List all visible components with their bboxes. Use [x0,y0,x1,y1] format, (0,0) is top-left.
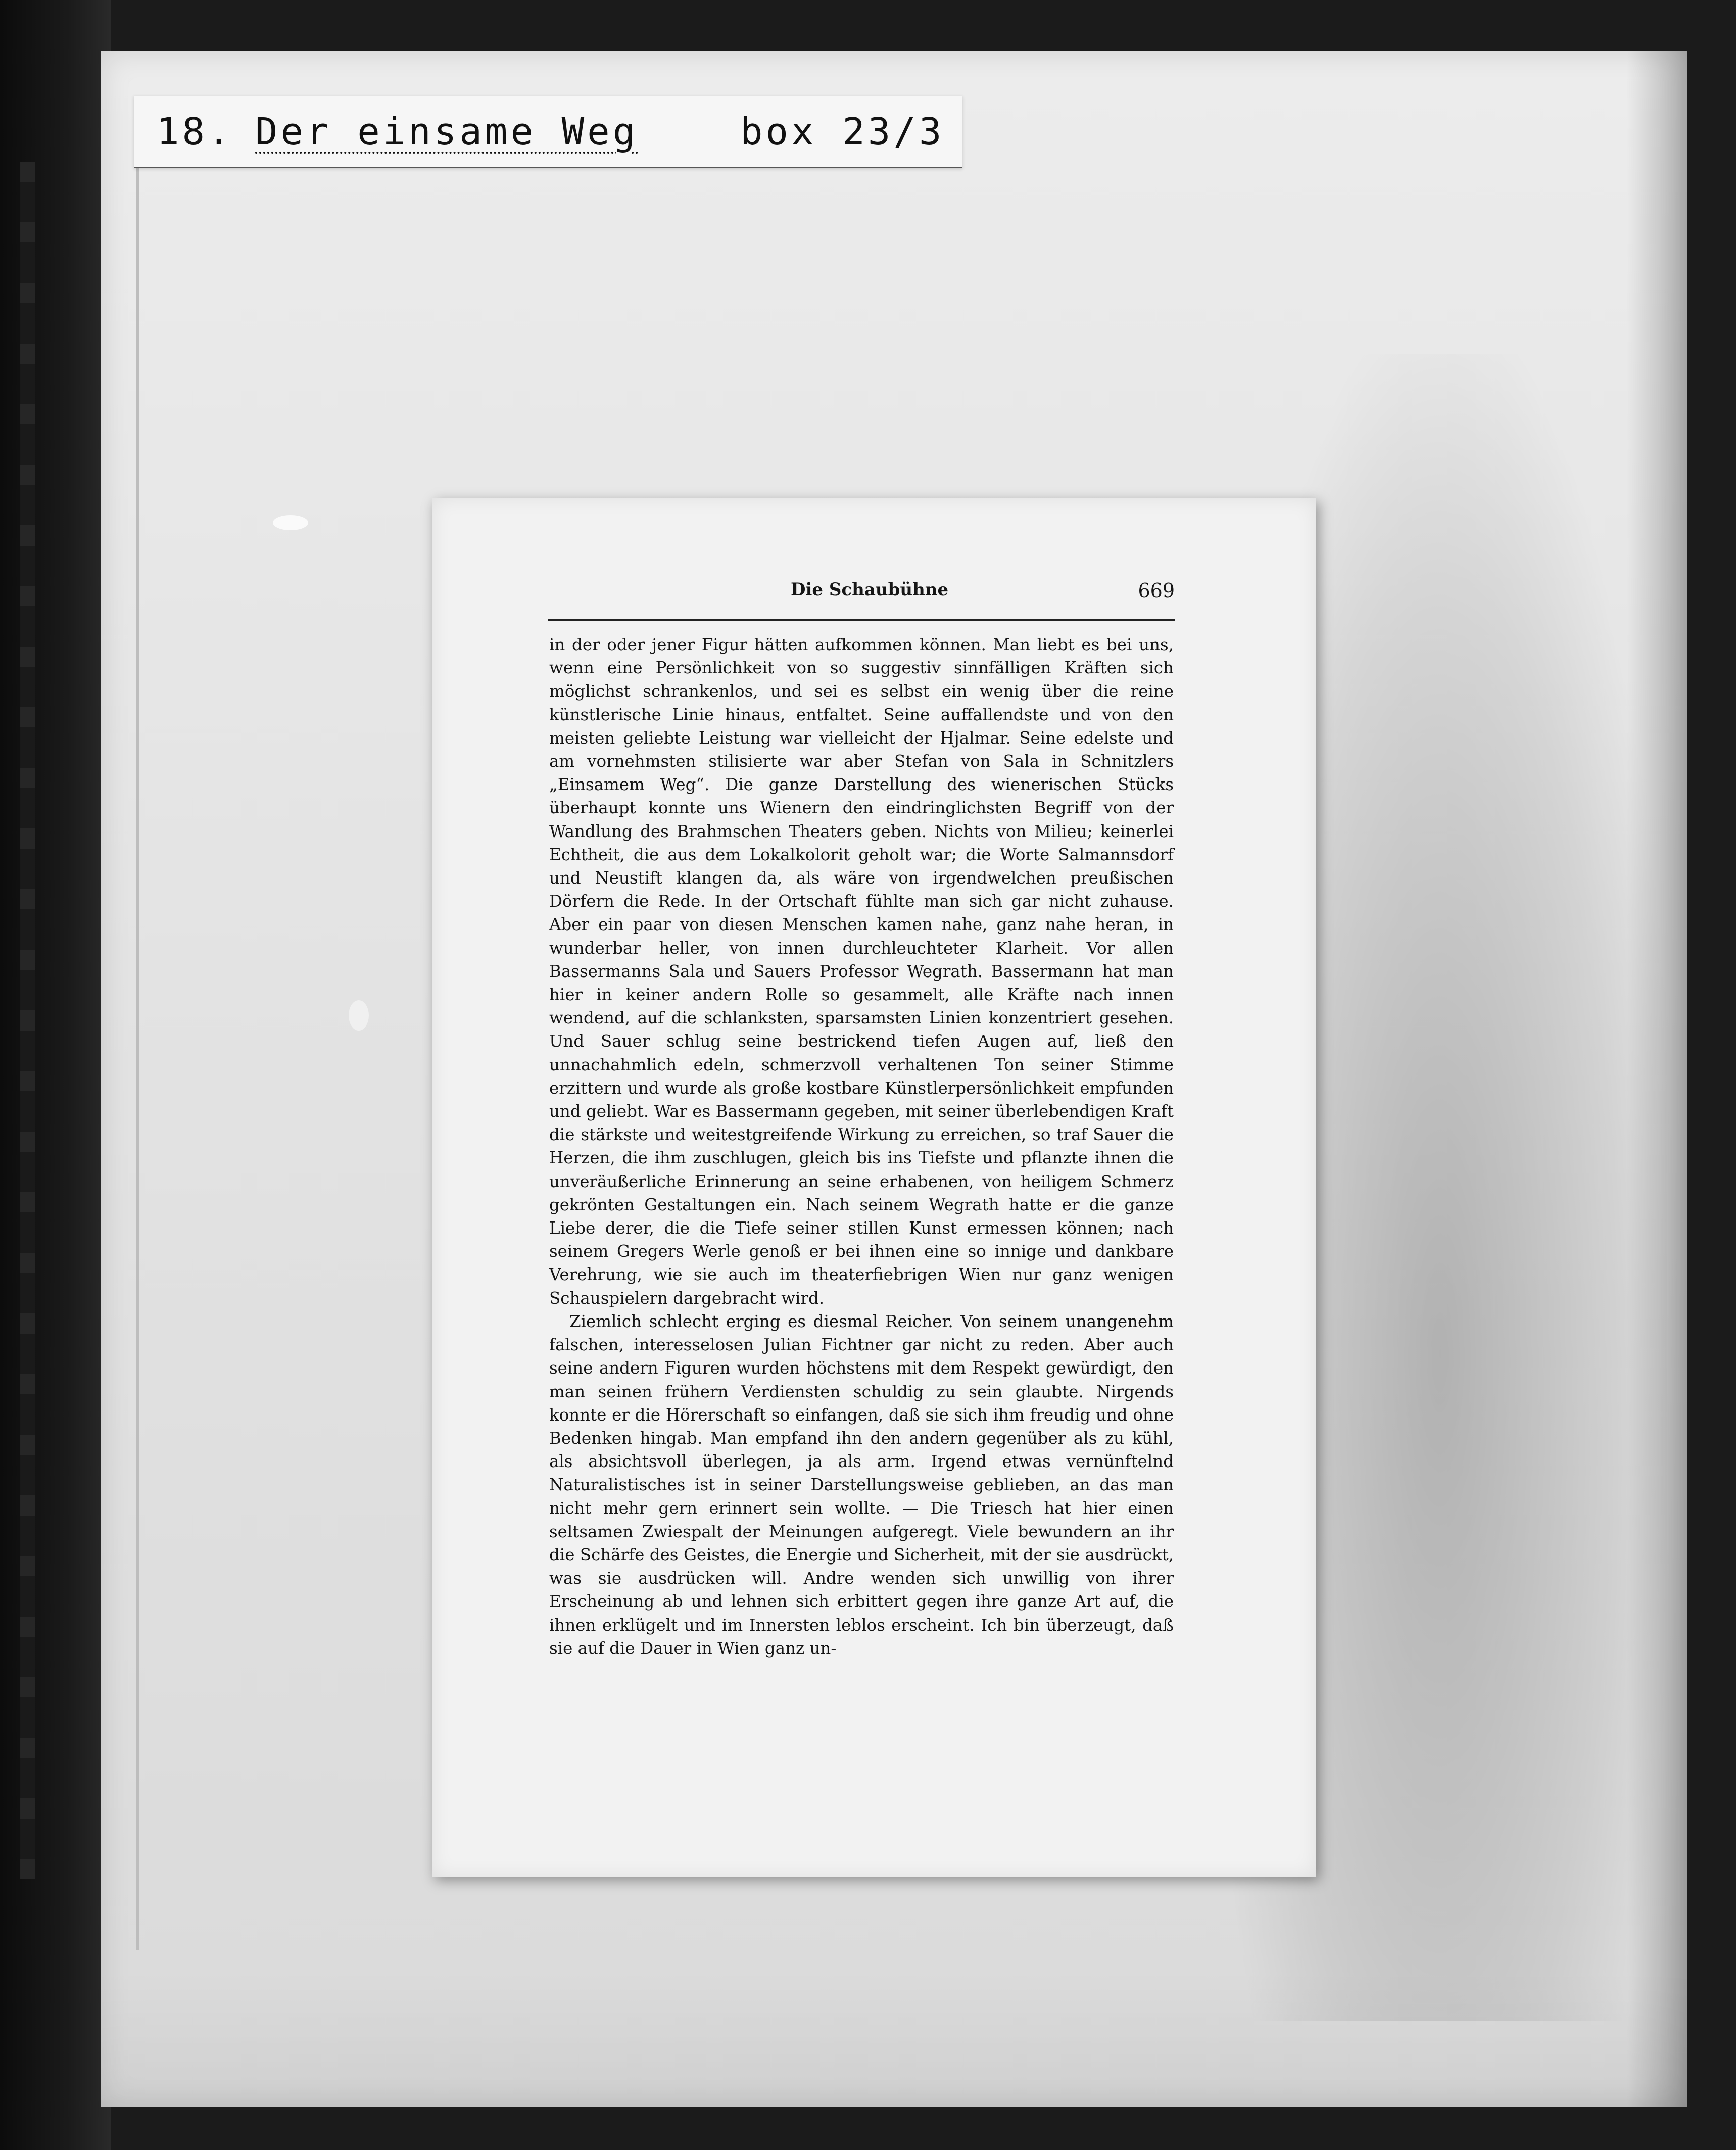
journal-title: Die Schaubühne [791,579,949,600]
label-box-number: box 23/3 [740,110,945,154]
scuff-mark [349,1000,369,1031]
clipping-body [549,633,1174,1660]
scuff-mark [273,515,308,530]
label-title: Der einsame Weg [255,110,639,154]
label-number: 18. [157,110,233,154]
folder-label [134,96,962,168]
paragraph: in der oder jener Figur hätten aufkommen können. Man liebt es bei uns, wenn eine Persönlichkeit von so suggestiv sinnfälligen Kräften sich möglichst schrankenlos, und sei es selbst ein wenig über die reine künstlerische Linie hinaus, entfaltet. Seine auffallendste und von den meisten geliebte Leistung war vielleicht der Hjalmar. Seine edelste und am vornehmsten stilisierte war aber Stefan von Sala in Schnitzlers „Einsamem Weg“. Die ganze Darstellung des wienerischen Stücks überhaupt konnte uns Wienern den eindringlichsten Begriff von der Wandlung des Brahmschen Theaters geben. Nichts von Milieu; keinerlei Echtheit, die aus dem Lokalkolorit geholt war; die Worte Salmannsdorf und Neustift klangen da, als wäre von irgendwelchen preußischen Dörfern die Rede. In der Ortschaft fühlte man sich gar nicht zuhause. Aber ein paar von diesen Menschen kamen nahe, ganz nahe heran, in wunderbar heller, von innen durchleuchteter Klarheit. Vor allen Bassermanns Sala und Sauers Professor Wegrath. Bassermann hat man hier in keiner andern Rolle so gesammelt, alle Kräfte nach innen wendend, auf die schlanksten, sparsamsten Linien konzentriert gesehen. Und Sauer schlug seine bestrickend tiefen Augen auf, ließ den unnachahmlich edeln, schmerzvoll verhaltenen Ton seiner Stimme erzittern und wurde als große kostbare Künstlerpersönlichkeit empfunden und geliebt. War es Bassermann gegeben, mit seiner überlebendigen Kraft die stärkste und weitestgreifende Wirkung zu erreichen, so traf Sauer die Herzen, die ihm zuschlugen, gleich bis ins Tiefste und pflanzte ihnen die unveräußerliche Erinnerung an seine erhabenen, von heiligem Schmerz gekrönten Gestaltungen ein. Nach seinem Wegrath hatte er die ganze Liebe derer, die die Tiefe seiner stillen Kunst ermessen können; nach seinem Gregers Werle genoß er bei ihnen eine so innige und dankbare Verehrung, wie sie auch im theaterfiebrigen Wien nur ganz wenigen Schauspielern dargebracht wird. [549,635,1174,1308]
page-number: 669 [1138,579,1175,602]
paragraph: Ziemlich schlecht erging es diesmal Reicher. Von seinem unangenehm falschen, interesselosen Julian Fichtner gar nicht zu reden. Aber auch seine andern Figuren wurden höchstens mit dem Respekt gewürdigt, den man seinen frühern Verdiensten schuldig zu sein glaubte. Nirgends konnte er die Hörerschaft so einfangen, daß sie sich ihm freudig und ohne Bedenken hingab. Man empfand ihn den andern gegenüber als zu kühl, als absichtsvoll überlegen, ja als arm. Irgend etwas vernünftelnd Naturalistisches ist in seiner Darstellungsweise geblieben, an das man nicht mehr gern erinnert sein wollte. — Die Triesch hat hier einen seltsamen Zwiespalt der Meinungen aufgeregt. Viele bewundern an ihr die Schärfe des Geistes, die Energie und Sicherheit, mit der sie ausdrückt, was sie ausdrücken will. Andre wenden sich unwillig von ihrer Erscheinung ab und lehnen sich erbittert gegen ihre ganze Art auf, die ihnen erklügelt und im Innersten leblos erscheint. Ich bin überzeugt, daß sie auf die Dauer in Wien ganz un- [549,1311,1174,1658]
clipping-header [548,578,1175,621]
card-bottom-shade [101,1970,1687,2107]
left-dark-margin [0,0,111,2150]
folder-edge-line [136,152,139,1950]
newspaper-clipping [432,498,1316,1877]
